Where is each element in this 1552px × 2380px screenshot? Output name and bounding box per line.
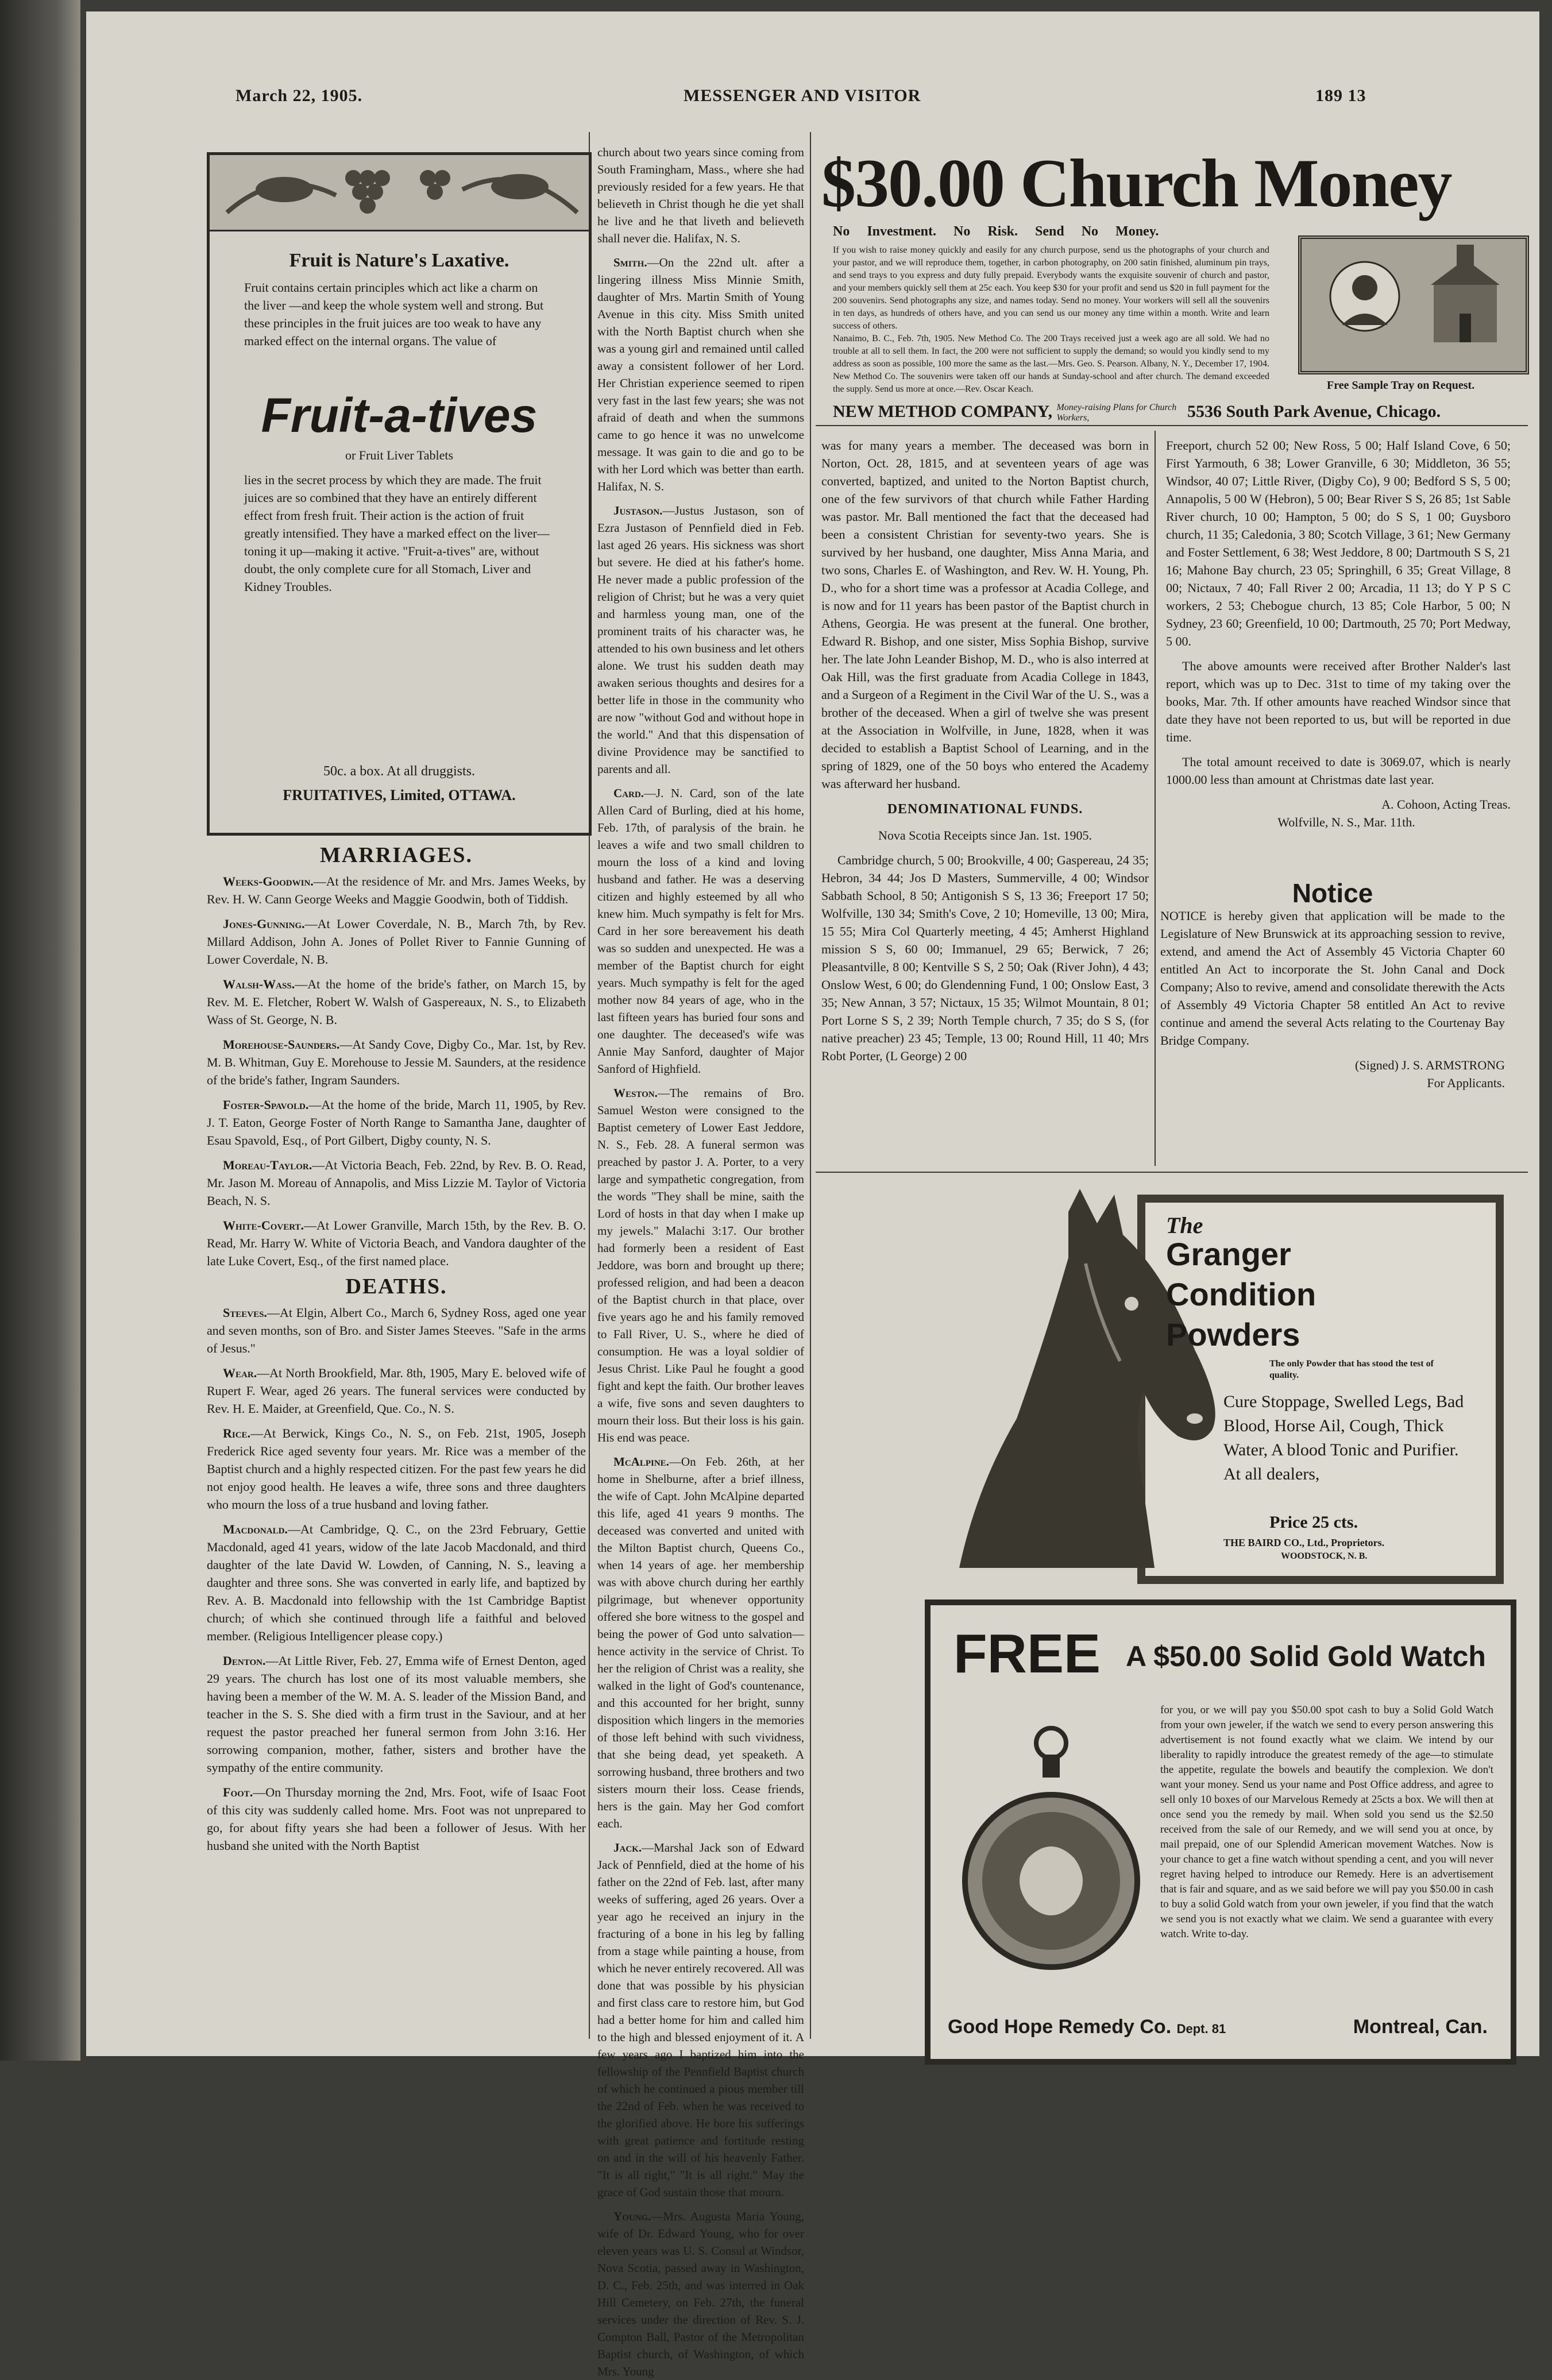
death-name: Macdonald.	[223, 1522, 288, 1536]
obituary-text: —Marshal Jack son of Edward Jack of Pennfield, died at the home of his father on the 22nd of Feb. last, after many weeks of suffering, aged 26 years. Over a year ago he received an injury in the fracturing of a bone in his leg by falling from a stage while painting a house, from which he never entirely recovered. All was done that was possible by his physician and first class care to restore him, but God had a better home for him and called him to the high and blessed enjoyment of it. A few years ago I baptized him into the fellowship of the Pennfield Baptist church of which he continued a pious member till the 22nd of Feb. when he was received to the glorified above. He bore his sufferings with great patience and fortitude resting on and in the will of his heavenly Father. "It is all right," "It is all right." May the grace of God sustain those that mourn.	[597, 1841, 804, 2199]
column-4	[1166, 436, 1511, 884]
death-name: Steeves.	[223, 1305, 267, 1320]
fruit-ad-brand: Fruit-a-tives	[261, 388, 538, 442]
obituary-item	[597, 254, 804, 495]
watch-ad-free: FREE	[953, 1623, 1101, 1684]
death-name: Foot.	[223, 1785, 253, 1799]
obituary-text: church about two years since coming from South Framingham, Mass., where she had previously resided for a few years. He that believeth in Christ though he die yet shall he live and he that liveth and believeth shall never die. Halifax, N. S.	[597, 145, 804, 245]
marriage-name: Jones-Gunning.	[223, 917, 305, 931]
fruit-a-tives-ad	[207, 152, 592, 836]
obituary-item	[597, 2208, 804, 2380]
fruit-ad-company: FRUITATIVES, Limited, OTTAWA.	[283, 787, 516, 803]
marriage-text: —At the home of the bride's father, on March 15, by Rev. M. E. Fletcher, Robert W. Walsh of Gaspereaux, N. S., to Elizabeth Wass of St. George, N. B.	[207, 977, 586, 1027]
fruit-ad-paragraph-2: lies in the secret process by which they are made. The fruit juices are so combined that they have an entirely different effect from fresh fruit. Their action is the action of fruit greatly intensified. They have a marked effect on the liver—toning it up—making it active. "Fruit-a-tives" are, without doubt, the only complete cure for all Stomach, Liver and Kidney Troubles.	[244, 473, 550, 594]
church-money-testimonial-2: Albany, N. Y., December 17, 1904. New Method Co. The souvenirs were taken off our hands at Sunday-school and after church. The demand exceeded the supply. Send us more at once.—Rev. Oscar Keach.	[833, 359, 1269, 394]
death-text: —At Elgin, Albert Co., March 6, Sydney Ross, aged one year and seven months, son of Bro. and Sister James Steeves. "Safe in the arms of Jesus."	[207, 1305, 586, 1355]
granger-body: Cure Stoppage, Swelled Legs, Bad Blood, Horse Ail, Cough, Thick Water, A blood Tonic and Purifier. At all dealers,	[1223, 1392, 1464, 1483]
obituary-text: —The remains of Bro. Samuel Weston were consigned to the Baptist cemetery of Lower East Jeddore, N. S., Feb. 28. A funeral sermon was preached by pastor J. A. Porter, to a very large and sympathetic congregation, from the words "They shall be mine, saith the Lord of hosts in that day when I make up my jewels." Malachi 3:17. Our brother had formerly been a resident of East Jeddore, was born and brought up there; professed religion, and had been a deacon of the Baptist church in that place, over five years ago he and his family removed to Fall River, U. S., where he died of consumption. He was a loyal soldier of Jesus Christ. Like Paul he fought a good fight and kept the faith. Our brother leaves a wife, five sons and seven daughters to mourn their loss. But their loss is his gain. His end was peace.	[597, 1086, 804, 1444]
church-money-title: $30.00 Church Money	[821, 145, 1451, 221]
notice-text: NOTICE is hereby given that application will be made to the Legislature of New Brunswick at its approaching session to revive, extend, and amend the Act of Assembly 45 Victoria Chapter 60 entitled An Act to incorporate the St. John Canal and Dock Company; Also to revive, amend and consolidate therewith the Acts of Assembly 49 Victoria Chapter 58 entitled An Act to revive continue and amend the several Acts relating to the Courtenay Bay Bridge Company.	[1160, 909, 1505, 1048]
death-name: Wear.	[223, 1366, 257, 1380]
marriage-text: —At Lower Granville, March 15th, by the Rev. B. O. Read, Mr. Harry W. White of Victoria Beach, and Vandora daughter of the late Luke Covert, Esq., of the first named place.	[207, 1218, 586, 1268]
young-obituary-continued: was for many years a member. The deceased was born in Norton, Oct. 28, 1815, and at seventeen years of age was converted, baptized, and united to the Norton Baptist church, one of the few survivors of that church while Father Harding was pastor. Mr. Ball mentioned the fact that the deceased had been a consistent Christian for seventy-two years. She is survived by her husband, one daughter, Miss Anna Maria, and two sons, Charles E. of Washington, and Rev. W. H. Young, Ph. D., who for a short time was a professor at Acadia College, and is now and for 11 years has been pastor of the Baptist church in Athens, Georgia. He was present at the funeral. One brother, Edward R. Bishop, and one sister, Miss Sophia Bishop, survive her. The late John Leander Bishop, M. D., who is also interred at Oak Hill, was the first graduate from Acadia College in 1843, and a Surgeon of a Regiment in the Civil War of the U. S., was a brother of the deceased. When a girl of twelve she was present at the Association in Wolfville, in June, 1828, when it was decided to establish a Baptist School of Learning, and in the spring of 1829, one of the 50 boys who entered the Academy was afterward her husband.	[821, 438, 1149, 791]
newspaper-page	[86, 11, 1539, 2378]
funds-total-text: The total amount received to date is 3069.07, which is nearly 1000.00 less than amount at Christmas date last year.	[1166, 755, 1511, 787]
page-header	[86, 86, 1539, 121]
pocket-watch-icon	[959, 1720, 1143, 1996]
marriage-name: Morehouse-Saunders.	[223, 1037, 340, 1052]
rule-under-church-ad	[816, 425, 1528, 426]
obituary-text: —J. N. Card, son of the late Allen Card of Burling, died at his home, Feb. 17th, of paralysis of the brain. he leaves a wife and two small children to mourn the loss of a kind and loving husband and father. He was a deserving citizen and highly esteemed by all who knew him. Much sympathy is felt for Mrs. Card in her sore bereavement his death was so sudden and unexpected. He was a member of the Baptist church for eight years. Much sympathy is felt for the aged mother now 84 years of age, who in the last fifteen years has buried four sons and one daughter. The deceased's wife was Annie May Sanford, daughter of Major Sanford of Highfield.	[597, 786, 804, 1076]
obituary-item	[597, 1453, 804, 1832]
obituary-name: Smith.	[613, 256, 647, 269]
death-text: —At Cambridge, Q. C., on the 23rd February, Gettie Macdonald, aged 41 years, widow of the late Jacob Macdonald, and third daughter of the late David W. Lowden, of Canning, N. S., leaving a daughter and three sons. She was converted in early life, and baptized by Rev. A. B. Macdonald into fellowship with the 1st Cambridge Baptist church; of which she continued through life a faithful and beloved member. (Religious Intelligencer please copy.)	[207, 1522, 586, 1643]
column-3	[821, 436, 1149, 1172]
marriage-item	[207, 1216, 586, 1270]
obituary-name: Card.	[613, 786, 644, 800]
new-method-address: 5536 South Park Avenue, Chicago.	[1187, 402, 1441, 421]
marriage-item	[207, 1036, 586, 1089]
deaths-heading: DEATHS.	[345, 1274, 447, 1299]
obituary-name: Justason.	[613, 504, 663, 517]
obituary-text: —Mrs. Augusta Maria Young, wife of Dr. Edward Young, who for over eleven years was U. S. Consul at Windsor, Nova Scotia, passed away in Washington, D. C., Feb. 25th, and was interred in Oak Hill Cemetery, on Feb. 27th, the funeral services under the direction of Rev. S. J. Compton Ball, Pastor of the Metropolitan Baptist church, of Washington, of which Mrs. Young	[597, 2209, 804, 2378]
good-hope-remedy-company: Good Hope Remedy Co.	[948, 2016, 1172, 2038]
granger-title-line-1: Granger	[1166, 1236, 1291, 1272]
marriage-name: White-Covert.	[223, 1218, 304, 1232]
marriages-heading: MARRIAGES.	[320, 843, 473, 867]
rule-above-granger-ad	[816, 1172, 1528, 1173]
obituary-item	[597, 1839, 804, 2201]
marriage-item	[207, 1156, 586, 1210]
marriage-item	[207, 975, 586, 1029]
grapes-vine-icon	[210, 155, 589, 231]
obituary-name: Jack.	[613, 1841, 642, 1854]
marriage-name: Moreau-Taylor.	[223, 1158, 312, 1172]
free-gold-watch-ad	[925, 1599, 1516, 2065]
granger-title-line-3: Powders	[1166, 1316, 1300, 1353]
marriage-text: —At Sandy Cove, Digby Co., Mar. 1st, by Rev. M. B. Whitman, Guy E. Morehouse to Jessie M. Saunders, at the residence of the bride's father, Ingram Saunders.	[207, 1037, 586, 1087]
marriage-text: —At the home of the bride, March 11, 1905, by Rev. J. T. Eaton, George Foster of North Range to Samantha Jane, daughter of Esau Spavold, Esq., of Port Gilbert, Digby county, N. S.	[207, 1098, 586, 1148]
marriage-text: —At Lower Coverdale, N. B., March 7th, by Rev. Millard Addison, John A. Jones of Pollet River to Fannie Gunning of Lower Coverdale, N. B.	[207, 917, 586, 967]
marriage-item	[207, 1096, 586, 1149]
death-text: —At North Brookfield, Mar. 8th, 1905, Mary E. beloved wife of Rupert F. Wear, aged 26 years. The funeral services were conducted by Rev. H. E. Maider, at Greenfield, Que. Co., N. S.	[207, 1366, 586, 1416]
church-and-pastor-icon	[1302, 239, 1526, 371]
obituary-text: —On the 22nd ult. after a lingering illness Miss Minnie Smith, daughter of Mrs. Martin Smith of Young Avenue in this city. Miss Smith united with the North Baptist church when she was a young girl and remained until called away a consistent follower of her Lord. Her Christian experience seemed to ripen very fast in the last few years; she was not afraid of death and when the summons came to go hence it was no unwelcome message. It was gain to die and go to be with her Lord which was better than earth. Halifax, N. S.	[597, 256, 804, 493]
obituary-name: Weston.	[613, 1086, 658, 1100]
column-rule-3	[1155, 431, 1156, 1166]
death-item	[207, 1364, 586, 1417]
granger-title-line-2: Condition	[1166, 1276, 1317, 1312]
denominational-funds-heading: DENOMINATIONAL FUNDS.	[887, 802, 1083, 817]
watch-ad-offer: A $50.00 Solid Gold Watch	[1126, 1640, 1486, 1672]
obituary-item	[597, 785, 804, 1077]
fruit-ad-subtitle: or Fruit Liver Tablets	[345, 448, 454, 462]
marriage-text: —At the residence of Mr. and Mrs. James Weeks, by Rev. H. W. Cann George Weeks and Maggie Goodwin, both of Tiddish.	[207, 874, 586, 906]
obituary-item	[597, 1084, 804, 1446]
obituary-item	[597, 502, 804, 778]
granger-the: The	[1166, 1212, 1203, 1238]
fruit-ad-headline: Fruit is Nature's Laxative.	[289, 250, 509, 271]
watch-ad-footer	[948, 2016, 1499, 2038]
church-money-testimonial-1: Nanaimo, B. C., Feb. 7th, 1905. New Method Co. The 200 Trays received just a week ago are all sold. We had no trouble at all to sell them. In fact, the 200 were not sufficient to supply the demand; so would you kindly send to my address as soon as possible, 100 more the same as the last.—Mrs. Geo. S. Pearson.	[833, 334, 1269, 369]
header-title: MESSENGER AND VISITOR	[684, 86, 921, 105]
death-item	[207, 1304, 586, 1357]
column-2	[597, 144, 804, 2378]
death-name: Denton.	[223, 1653, 266, 1668]
marriage-item	[207, 872, 586, 908]
watch-ad-city: Montreal, Can.	[1353, 2016, 1488, 2038]
marriage-item	[207, 915, 586, 968]
granger-price: Price 25 cts.	[1269, 1513, 1358, 1532]
denominational-funds-list: Cambridge church, 5 00; Brookville, 4 00; Gaspereau, 24 35; Hebron, 34 44; Jos D Masters, Summerville, 4 00; Windsor Sabbath School, 8 50; Antigonish S S, 13 36; Freeport 17 50; Wolfville, 130 34; Smith's Cove, 2 10; Homeville, 13 00; Mira, 15 55; Mira Col Quarterly meeting, 4 45; Amherst Highland mission S S, 60 00; Immanuel, 29 65; Berwick, 7 26; Pleasantville, 8 00; Kentville S S, 2 50; Oak (River John), 4 43; Onslow West, 6 00; do Glendenning Fund, 1 00; Onslow East, 3 35; New Annan, 3 57; Nictaux, 15 35; Wilmot Mountain, 8 01; Port Lorne S S, 2 39; North Temple church, 7 35; do S S, (for native preacher) 23 45; Temple, 13 00; Round Hill, 11 40; Mrs Robt Porter, (L George) 2 00	[821, 853, 1149, 1063]
death-text: —At Little River, Feb. 27, Emma wife of Ernest Denton, aged 29 years. The church has lost one of its most valuable members, she having been a member of the W. M. A. S. leader of the Mission Band, and teacher in the S. S. She died with a firm trust in the Saviour, and at her request the pastor preached her funeral sermon from John 3:16. Her sorrowing companion, mother, father, sisters and brother have the sympathy of the entire community.	[207, 1653, 586, 1775]
obituary-item	[597, 144, 804, 247]
church-money-tagline: No Investment. No Risk. Send No Money.	[833, 224, 1159, 239]
granger-condition-powders-ad	[925, 1183, 1505, 1574]
church-money-text	[833, 244, 1269, 396]
fruit-ad-paragraph-1: Fruit contains certain principles which act like a charm on the liver —and keep the whole system well and strong. But these principles in the fruit juices are too weak to have any marked effect on the internal organs. The value of	[244, 280, 544, 348]
obituary-name: McAlpine.	[613, 1455, 669, 1469]
header-page-number: 189 13	[1315, 86, 1366, 105]
column-rule-2	[810, 132, 811, 2039]
death-text: —On Thursday morning the 2nd, Mrs. Foot, wife of Isaac Foot of this city was suddenly called home. Mrs. Foot was not unprepared to go, for about fifty years she had been a follower of Jesus. With her husband she united with the North Baptist	[207, 1785, 586, 1853]
granger-tagline: The only Powder that has stood the test of quality.	[1269, 1359, 1434, 1380]
notice-for-applicants: For Applicants.	[1427, 1076, 1505, 1090]
granger-company: THE BAIRD CO., Ltd., Proprietors.	[1223, 1537, 1385, 1548]
obituary-text: —Justus Justason, son of Ezra Justason of Pennfield died in Feb. last aged 26 years. His sickness was short but severe. He died at his father's home. He never made a public profession of the religion of Christ; but he was a very quiet and harmless young man, one of the prominent traits of his character was, he attended to his own business and let others alone. We trust his sudden death may awaken serious thoughts and desires for a better life in those in the community who are now "without God and without hope in the world." And that this dispensation of divine Providence may be sanctified to parents and all.	[597, 504, 804, 776]
church-money-ad	[821, 144, 1528, 425]
money-raising-plans: Money-raising Plans for Church Workers,	[1056, 403, 1177, 423]
souvenir-tray-image	[1298, 235, 1529, 374]
death-item	[207, 1520, 586, 1645]
church-money-body: If you wish to raise money quickly and easily for any church purpose, send us the photographs of your church and your pastor, and we will reproduce them, together, in carbon photography, on 200 satin finished, aluminum pin trays, and send trays to you express and duty fully prepaid. Everybody wants the exquisite souvenir of church and pastor, and your members quickly sell them at 25c each. You keep $30 for your profit and send us $20 in full payment for the 200 souvenirs. Send photographs any size, and names today. Send no money. Your workers will sell all the souvenirs in ten days, as hundreds of others have, and you can send us our money any time within a month. Write and learn success of others.	[833, 245, 1269, 331]
death-item	[207, 1652, 586, 1776]
marriage-text: —At Victoria Beach, Feb. 22nd, by Rev. B. O. Read, Mr. Jason M. Moreau of Annapolis, and Miss Lizzie M. Taylor of Victoria Beach, N. S.	[207, 1158, 586, 1208]
treasurer-location: Wolfville, N. S., Mar. 11th.	[1277, 815, 1415, 829]
funds-report-text: The above amounts were received after Brother Nalder's last report, which was up to Dec. 31st to time of my taking over the books, Mar. 7th. If other amounts have reached Windsor since that date they have not been reported to us, but will be reported in due time.	[1166, 659, 1511, 744]
granger-place: WOODSTOCK, N. B.	[1281, 1551, 1368, 1561]
new-method-company: NEW METHOD COMPANY,	[833, 402, 1052, 421]
death-item	[207, 1424, 586, 1513]
legal-notice	[1160, 878, 1505, 1092]
funds-list-continued: Freeport, church 52 00; New Ross, 5 00; Half Island Cove, 6 50; First Yarmouth, 6 38; Lower Granville, 6 30; Middleton, 36 55; Windsor, 40 07; Little River, (Digby Co), 9 00; Bedford S S, 5 00; Annapolis, 5 00 W (Hebron), 5 00; Bear River S S, 26 85; 1st Sable River church, 10 00; Hampton, 5 00; do S S, 1 00; Guysboro church, 11 35; Caledonia, 3 80; Scotch Village, 3 61; New Germany and Foster Settlement, 6 38; West Jeddore, 8 00; Dartmouth S S, 21 16; Mahone Bay church, 23 05; Springhill, 6 35; Great Village, 8 00; Nictaux, 7 40; Fall River 2 00; Arcadia, 11 13; do Y P S C workers, 2 53; Chebogue church, 13 85; Cole Harbor, 5 00; N Sydney, 23 60; Greenfield, 10 00; Dartmouth, 25 70; Port Medway, 5 00.	[1166, 438, 1511, 648]
death-text: —At Berwick, Kings Co., N. S., on Feb. 21st, 1905, Joseph Frederick Rice aged seventy four years. Mr. Rice was a member of the Baptist church and a highly respected citizen. For the past few years he did not enjoy good health. He leaves a wife, three sons and three daughters who mourn the loss of a true husband and loving father.	[207, 1426, 586, 1512]
fruit-ad-price: 50c. a box. At all druggists.	[323, 764, 475, 779]
obituary-name: Young.	[613, 2209, 651, 2223]
watch-ad-dept: Dept. 81	[1176, 2022, 1226, 2036]
marriage-name: Walsh-Wass.	[223, 977, 295, 991]
denominational-funds-subheading: Nova Scotia Receipts since Jan. 1st. 1905.	[878, 828, 1092, 843]
death-item	[207, 1783, 586, 1854]
marriage-name: Foster-Spavold.	[223, 1098, 309, 1112]
free-sample-tray: Free Sample Tray on Request.	[1327, 379, 1475, 392]
marriage-name: Weeks-Goodwin.	[223, 874, 314, 888]
column-1	[207, 839, 586, 2056]
notice-signed: (Signed) J. S. ARMSTRONG	[1355, 1058, 1505, 1072]
church-money-footer	[833, 402, 1528, 423]
treasurer-signature: A. Cohoon, Acting Treas.	[1381, 797, 1511, 812]
scan-edge	[0, 0, 80, 2061]
obituary-text: —On Feb. 26th, at her home in Shelburne, after a brief illness, the wife of Capt. John McAlpine departed this life, aged 41 years 9 months. The deceased was converted and united with the Milton Baptist church, Queens Co., when 14 years of age. her membership was with above church during her earthly pilgrimage, but whenever opportunity offered she bore witness to the gospel and being the power of God unto salvation—hence activity in the service of Christ. To her the religion of Christ was a reality, she walked in the light of God's countenance, and this accounted for her bright, sunny disposition which lingers in the memories of those left behind with such vividness, that she being dead, yet speaketh. A sorrowing husband, three brothers and two sisters mourn their loss. Cease friends, hers is the gain. May her God comfort each.	[597, 1455, 804, 1830]
notice-heading: Notice	[1292, 878, 1373, 908]
death-name: Rice.	[223, 1426, 251, 1440]
watch-ad-text: for you, or we will pay you $50.00 spot cash to buy a Solid Gold Watch from your own jeweler, if the watch we send to every person answering this advertisement is not found exactly what we claim. We intend by our liberality to rapidly introduce the greatest remedy of the age—to stimulate the appetite, regulate the bowels and beautify the complexion. We don't want your money. Send us your name and Post Office address, and agree to sell only 10 boxes of our Marvelous Remedy at 25cts a box. We will then at once send you the remedy by mail. When sold you send us the $2.50 received from the sale of our Remedy, and we will send you at once, by mail prepaid, one of our Splendid American movement Watches. Now is your chance to get a fine watch without spending a cent, and you will never regret having helped to introduce our Remedy. Here is an advertisement that is fair and square, and as we said before we will pay you $50.00 in cash to buy a solid Gold watch from your own jeweler, if you find that the watch we send you is not exactly what we claim. We send a guarantee with every watch. Write to-day.	[1160, 1704, 1493, 1940]
header-date: March 22, 1905.	[235, 86, 363, 105]
